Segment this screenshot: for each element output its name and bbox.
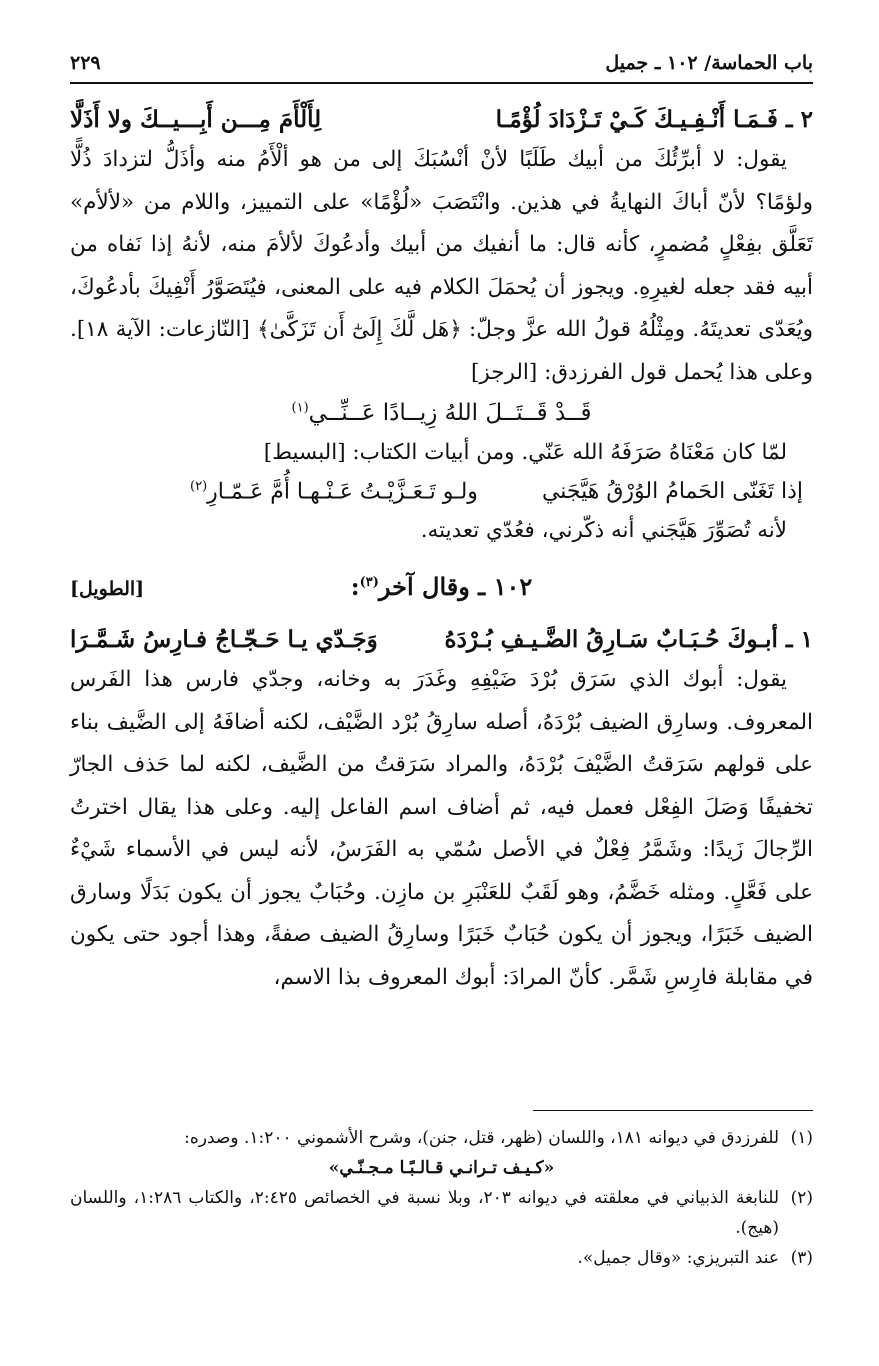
- footnote-ref-2[interactable]: (٢): [190, 478, 208, 494]
- section-title: ١٠٢ ـ وقال آخر: [378, 572, 533, 602]
- verse-2: [70, 106, 813, 133]
- commentary-1-line: ولؤمًا؟ لأنّ أباكَ النهايةُ في هذين. وانْتَصَبَ «لُؤْمًا» على التمييز، واللام من «لألأم»: [70, 189, 813, 215]
- footnote-text: للنابغة الذبياني في معلقته في ديوانه ٢٠٣، وبلا نسبة في الخصائص ٢:٤٢٥، والكتاب ١:٢٨٦، واللسان (هيج).: [70, 1188, 779, 1238]
- footnote-number: (١): [790, 1128, 813, 1148]
- commentary-1: [70, 139, 813, 394]
- footnote-2: [70, 1183, 813, 1243]
- basit-hemistich-1: إذا تَغَنّى الحَمامُ الوُرْقُ هَيَّجَني: [541, 478, 803, 504]
- footnote-1: [70, 1123, 813, 1153]
- commentary-1-line: يقول: لا أبرِّئُكَ من أبيك طَلَبًا لأنْ أنْسُبَكَ إلى من هو ألْأَمُ منه وأذَلُّ لتزدادَ ذُلًّا: [70, 147, 787, 172]
- commentary-1-line: الآية ١٨]. وعلى هذا يُحمل قول الفرزدق: [الرجز]: [70, 317, 813, 385]
- commentary-1-line: بأدعُوكَ، ويُعَدّى تعديتَهُ. ومِثْلُهُ قولُ الله عزَّ وجلّ: ﴿هَل لَّكَ إِلَىٰٓ أَن تَزَكَّىٰ﴾ [النّازعات:: [70, 274, 813, 342]
- footnote-number: (٣): [790, 1248, 813, 1268]
- rajaz-verse: [70, 400, 813, 426]
- verse-2-hemistich-2: لِأَلْأَمَ مِـــن أَبِـــيــكَ ولا أَذَلَّا: [70, 106, 322, 133]
- rajaz-line: قَــدْ قَــتَــلَ اللهُ زِيــادًا عَــنِّــي: [308, 400, 592, 426]
- verse-1-hemistich-1: ١ ـ أبـوكَ حُـبَـابٌ سَـارِقُ الضَّـيـفِ بُـرْدَهُ: [444, 626, 813, 654]
- commentary-4-line: الجارّ تخفيفًا وَصَلَ الفِعْل فعمل فيه، ثم أضاف اسم الفاعل إليه. وعلى هذا يقال: [70, 752, 813, 820]
- running-title: باب الحماسة/ ١٠٢ ـ جميل: [605, 52, 813, 74]
- verse-2-hemistich-1: ٢ ـ فَـمَـا أَنْـفِـيـكَ كَـيْ تَـزْدَادَ لُؤْمًـا: [495, 106, 813, 133]
- page-header: [70, 52, 813, 84]
- footnote-text: عند التبريزي: «وقال جميل».: [577, 1248, 779, 1268]
- section-heading: [70, 572, 813, 606]
- section-title-suffix: :: [350, 572, 360, 602]
- commentary-4-line: بَدَلًا وسارق الضيف خَبَرًا، ويجوز أن يكون حُبَابٌ خَبَرًا وسارِقُ الضيف صفةً، وهذا: [70, 879, 813, 948]
- footnote-ref-3[interactable]: (٣): [359, 575, 379, 591]
- footnote-1-continuation: «كـيـف تـرانـي قـالـبًـا مـجـنّـي»: [328, 1158, 555, 1178]
- meter-label: [الطويل]: [70, 578, 145, 601]
- commentary-3: [70, 510, 813, 553]
- footnote-ref-1[interactable]: (١): [291, 400, 309, 416]
- commentary-4-line: بناء على قولهم سَرَقتُ الضَّيْفَ بُرْدَهُ، والمراد سَرَقتُ من الضَّيف، لكنه لما حَذف: [70, 709, 813, 778]
- commentary-4-line: شَيْءٌ على فَعَّلٍ. ومثله خَضَّمُ، وهو لَقَبٌ للعَنْبَرِ بن مازِن. وحُبَابٌ يجوز أن يكون: [70, 837, 813, 905]
- footnote-text: للفرزدق في ديوانه ١٨١، واللسان (ظهر، قتل، جنن)، وشرح الأشموني ١:٢٠٠. وصدره:: [184, 1128, 779, 1148]
- verse-1: [70, 626, 813, 653]
- commentary-4-line: أجود حتى يكون في مقابلة فارِسِ شَمَّر. كأنّ المرادَ: أبوك المعروف بذا الاسم،: [70, 922, 813, 990]
- commentary-1-line: أبيه فقد جعله لغيرِهِ. ويجوز أن يُحمَلَ الكلام فيه على المعنى، فيُتَصَوَّرُ أَنْفِيكَ: [148, 274, 814, 300]
- basit-hemistich-2: ولـو تَـعَـزَّيْـتُ عَـنْـهـا أُمَّ عَـمّـارِ: [207, 478, 478, 504]
- commentary-4-line: المعروف. وسارِق الضيف بُرْدَهُ، أصله سارِقُ بُرْد الضَّيْف، لكنه أضافَهُ إلى الضَّيف: [106, 709, 813, 735]
- commentary-3-text: لأنه تُصَوِّرَ هَيَّجَني أنه ذكّرني، فعُدّي تعديته.: [420, 517, 787, 543]
- commentary-4-line: يقول: أبوك الذي سَرَق بُرْدَ ضَيْفِهِ وغَدَرَ به وخانه، وجدّي فارس هذا الفَرس: [70, 667, 787, 693]
- commentary-2: [70, 432, 813, 475]
- page-number: ٢٢٩: [70, 52, 101, 74]
- footnote-divider: [533, 1110, 813, 1111]
- verse-1-hemistich-2: وَجَـدّي يـا حَـجّـاجُ فـارِسُ شَـمَّـرَا: [70, 626, 378, 654]
- footnote-number: (٢): [790, 1188, 813, 1208]
- basit-verse: [70, 479, 813, 504]
- footnote-3: [70, 1243, 813, 1273]
- commentary-2-text: لمّا كان مَعْنَاهُ صَرَفَهُ الله عَنّي. ومن أبيات الكتاب: [البسيط]: [263, 440, 787, 465]
- commentary-4-line: اخترتُ الرِّجالَ زَيدًا: وشَمَّرُ فِعْلٌ في الأصل سُمّي به الفَرَسُ، لأنه ليس في الأسماء: [70, 794, 813, 863]
- footnotes: [70, 1110, 813, 1273]
- commentary-1-line: تَعَلَّق بفِعْلٍ مُضمرٍ، كأنه قال: ما أنفيك من أبيك وأدعُوكَ لألأمَ منه، لأنهُ إذا نَفاه من: [70, 232, 813, 257]
- commentary-4: [70, 659, 813, 999]
